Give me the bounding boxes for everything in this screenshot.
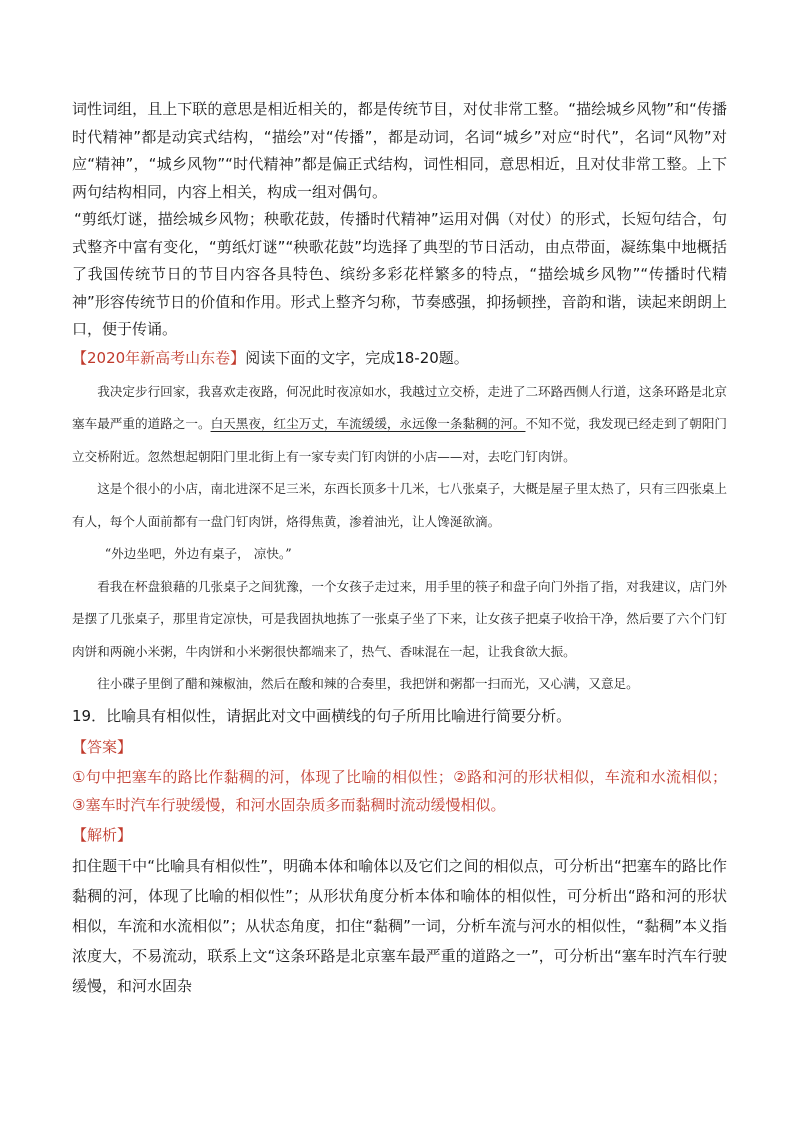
underlined-sentence: 白天黑夜，红尘万丈，车流缓缓，永远像一条黏稠的河。 [210,416,526,431]
analysis-tag: 【解析】 [72,825,133,844]
passage-paragraph-1 [72,376,727,474]
passage-paragraph-3: “外边坐吧，外边有桌子， 凉快。” [104,546,292,561]
passage-p1-after: 不知不觉，我发现已经走到了朝阳门立交桥附近。忽然想起朝阳门里北街上有一家专卖门钉肉饼的小店——对，去吃门钉肉饼。 [72,416,728,464]
source-line [72,344,727,372]
intro-paragraph-1: 词性词组，且上下联的意思是相近相关的，都是传统节目，对仗非常工整。“描绘城乡风物”和“传播时代精神”都是动宾式结构，“描绘”对“传播”，都是动词，名词“城乡”对应“时代”，名词“风物”对应“精神”，“城乡风物”“时代精神”都是偏正式结构，词性相同，意思相近，且对仗非常工整。上下两句结构相同，内容上相关，构成一组对偶句。 [72,100,727,201]
intro-paragraph-2: “剪纸灯谜，描绘城乡风物；秧歌花鼓，传播时代精神”运用对偶（对仗）的形式，长短句结合，句式整齐中富有变化，“剪纸灯谜”“秧歌花鼓”均选择了典型的节日活动，由点带面，凝练集中地概括了我国传统节日的节目内容各具特色、缤纷多彩花样繁多的特点，“描绘城乡风物”“传播时代精神”形容传统节日的价值和作用。形式上整齐匀称，节奏感强，抑扬顿挫，音韵和谐，读起来朗朗上口，便于传诵。 [72,210,727,338]
question-19: 19．比喻具有相似性，请据此对文中画横线的句子所用比喻进行简要分析。 [72,706,572,725]
reading-passage [72,376,727,701]
analysis-text: 扣住题干中“比喻具有相似性”，明确本体和喻体以及它们之间的相似点，可分析出“把塞车的路比作黏稠的河，体现了比喻的相似性”；从形状角度分析本体和喻体的相似性，可分析出“路和河的形状相似，车流和水流相似”；从状态角度，扣住“黏稠”一词，分析车流与河水的相似性，“黏稠”本义指浓度大，不易流动，联系上文“这条环路是北京塞车最严重的道路之一”，可分析出“塞车时汽车行驶缓慢，和河水固杂 [72,856,727,995]
answer-tag: 【答案】 [72,737,133,756]
passage-p1-before: 我决定步行回家，我喜欢走夜路，何况此时夜凉如水，我越过立交桥，走进了二环路西侧人行道，这条环路是北京塞车最严重的道路之一。 [72,383,727,431]
document-page [72,96,727,1001]
source-instruction: 阅读下面的文字，完成18-20题。 [245,348,469,367]
passage-paragraph-4: 看我在杯盘狼藉的几张桌子之间犹豫，一个女孩子走过来，用手里的筷子和盘子向门外指了指，对我建议，店门外是摆了几张桌子，那里肯定凉快，可是我固执地拣了一张桌子坐了下来，让女孩子把桌子收拾干净，然后要了六个门钉肉饼和两碗小米粥，牛肉饼和小米粥很快都端来了，热气、香味混在一起，让我食欲大振。 [72,578,727,659]
passage-paragraph-2: 这是个很小的小店，南北进深不足三米，东西长顶多十几米，七八张桌子，大概是屋子里太热了，只有三四张桌上有人，每个人面前都有一盘门钉肉饼，烙得焦黄，渗着油光，让人馋涎欲滴。 [72,481,727,529]
passage-paragraph-5: 往小碟子里倒了醋和辣椒油，然后在酸和辣的合奏里，我把饼和粥都一扫而光，又心满，又意足。 [97,676,639,691]
answer-text: ①句中把塞车的路比作黏稠的河，体现了比喻的相似性；②路和河的形状相似，车流和水流相似；③塞车时汽车行驶缓慢，和河水固杂质多而黏稠时流动缓慢相似。 [72,767,727,814]
source-tag: 【2020年新高考山东卷】 [72,348,246,367]
